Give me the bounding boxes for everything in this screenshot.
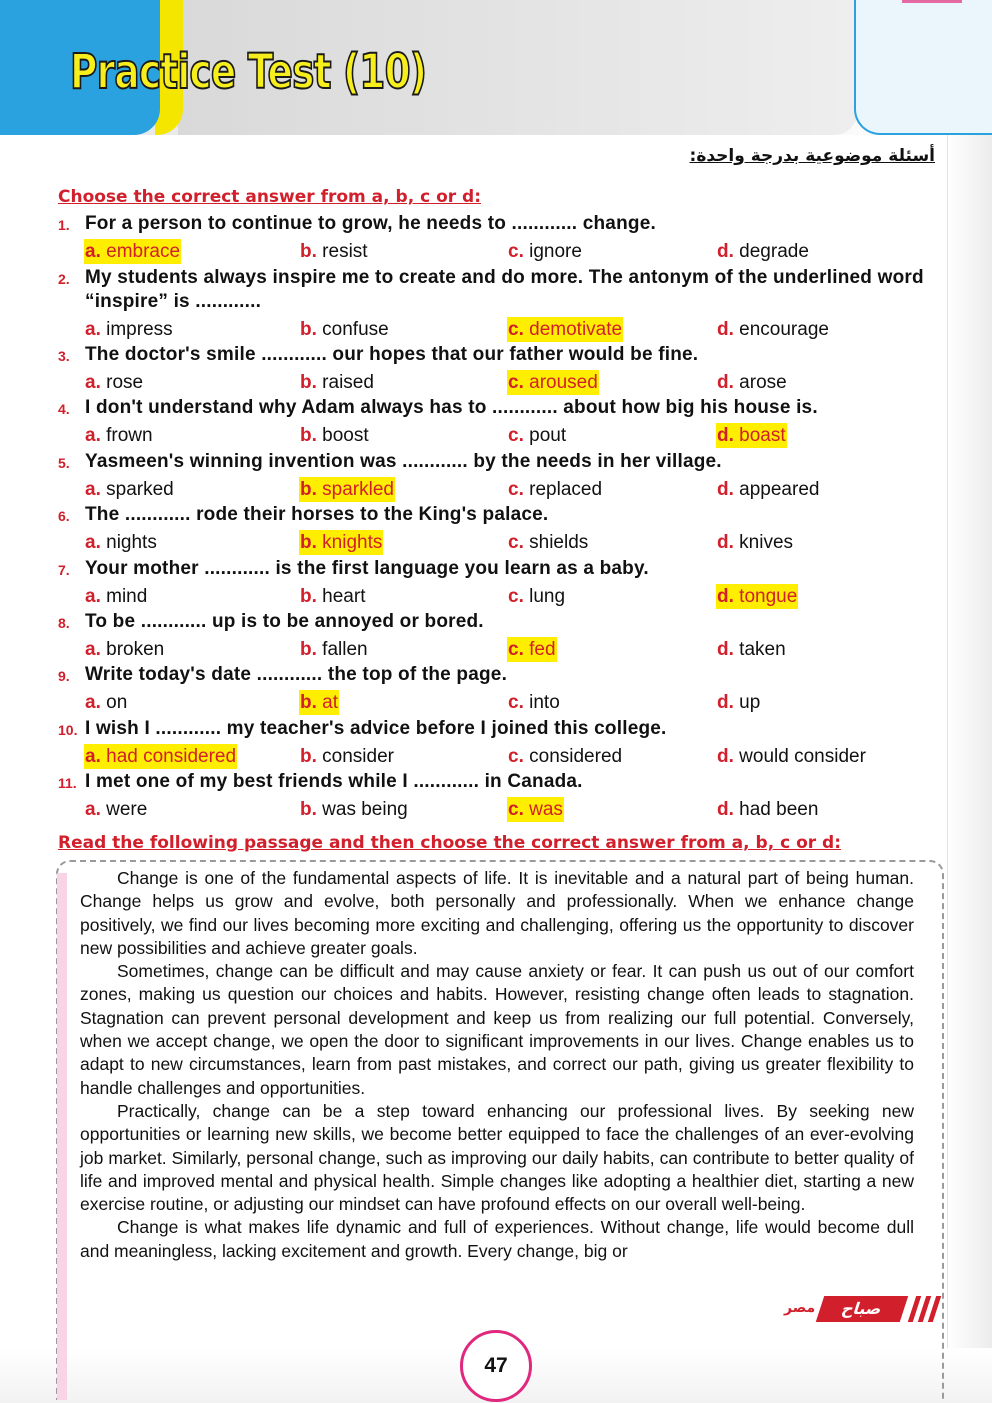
option-text: lung xyxy=(523,586,566,607)
question-number: 2. xyxy=(58,271,70,287)
section-heading-choose: Choose the correct answer from a, b, c or d: xyxy=(58,187,482,207)
answer-option[interactable] xyxy=(507,690,561,715)
option-letter: c. xyxy=(508,692,524,713)
option-text: at xyxy=(316,692,339,713)
passage-pink-bar xyxy=(57,873,67,1400)
answer-option-correct[interactable] xyxy=(84,239,181,264)
watermark-sub: مصر xyxy=(784,1300,816,1316)
option-letter: d. xyxy=(717,241,734,262)
answer-option-correct[interactable] xyxy=(507,317,623,342)
option-text: fallen xyxy=(316,639,368,660)
option-letter: d. xyxy=(717,319,734,340)
option-text: tongue xyxy=(733,586,798,607)
question-number: 11. xyxy=(58,775,77,791)
option-letter: a. xyxy=(85,241,101,262)
answer-option-correct[interactable] xyxy=(716,584,798,609)
option-text: boost xyxy=(316,425,369,446)
question-item xyxy=(58,343,943,395)
option-text: frown xyxy=(100,425,153,446)
option-text: on xyxy=(100,692,128,713)
right-margin-stripe xyxy=(947,135,992,1403)
option-text: sparked xyxy=(100,479,174,500)
answer-option[interactable] xyxy=(299,370,375,395)
question-item xyxy=(58,663,943,715)
option-letter: d. xyxy=(717,639,734,660)
option-letter: b. xyxy=(300,639,317,660)
section-heading-passage: Read the following passage and then choose the correct answer from a, b, c or d: xyxy=(58,833,842,853)
question-stem: To be ............ up is to be annoyed or bored. xyxy=(85,611,484,632)
header-right-panel xyxy=(854,0,992,135)
option-letter: b. xyxy=(300,319,317,340)
question-stem: My students always inspire me to create and do more. The antonym of the underlined word “inspire” is ............ xyxy=(85,267,924,312)
answer-option[interactable] xyxy=(299,797,409,822)
option-text: nights xyxy=(100,532,157,553)
question-item xyxy=(58,557,943,609)
option-text: boast xyxy=(733,425,786,446)
option-letter: d. xyxy=(717,799,734,820)
answer-options xyxy=(58,370,943,395)
answer-option[interactable] xyxy=(716,477,820,502)
option-text: broken xyxy=(100,639,165,660)
option-text: aroused xyxy=(523,372,598,393)
question-stem: Your mother ............ is the first language you learn as a baby. xyxy=(85,558,649,579)
option-text: degrade xyxy=(733,241,809,262)
question-number: 7. xyxy=(58,562,70,578)
question-number: 1. xyxy=(58,217,70,233)
answer-option[interactable] xyxy=(84,423,154,448)
watermark-main: صباح xyxy=(816,1296,908,1322)
answer-option[interactable] xyxy=(84,477,175,502)
passage-paragraph: Practically, change can be a step toward enhancing our professional lives. By seeking new opportunities or learning new skills, we become better equipped to face the challenges of an ever-evolving job market. Similarly, personal change, such as improving our daily habits, can contribute to better quality of life and improved mental and physical health. Simple changes like adopting a healthier diet, starting a new exercise routine, or adjusting our mindset can have profound effects on our overall well-being. xyxy=(80,1100,914,1215)
answer-options xyxy=(58,423,943,448)
answer-option-correct[interactable] xyxy=(507,797,564,822)
option-text: was being xyxy=(316,799,408,820)
answer-option[interactable] xyxy=(299,239,369,264)
option-letter: d. xyxy=(717,746,734,767)
answer-option[interactable] xyxy=(507,584,566,609)
option-letter: c. xyxy=(508,425,524,446)
option-letter: c. xyxy=(508,586,524,607)
answer-option[interactable] xyxy=(716,317,830,342)
question-stem: I wish I ............ my teacher's advice before I joined this college. xyxy=(85,718,667,739)
answer-option[interactable] xyxy=(716,744,867,769)
question-item xyxy=(58,503,943,555)
option-letter: d. xyxy=(717,692,734,713)
option-text: replaced xyxy=(523,479,603,500)
option-letter: b. xyxy=(300,746,317,767)
option-text: pout xyxy=(523,425,567,446)
question-number: 3. xyxy=(58,348,70,364)
right-margin-line xyxy=(947,135,948,1403)
question-stem: The ............ rode their horses to the King's palace. xyxy=(85,504,549,525)
option-text: would consider xyxy=(733,746,866,767)
answer-option[interactable] xyxy=(507,744,623,769)
question-item xyxy=(58,212,943,264)
answer-options xyxy=(58,797,943,822)
answer-option[interactable] xyxy=(716,530,794,555)
answer-options xyxy=(58,690,943,715)
answer-option-correct[interactable] xyxy=(507,637,557,662)
question-stem: Yasmeen's winning invention was ............ by the needs in her village. xyxy=(85,451,722,472)
question-item xyxy=(58,266,943,342)
answer-option[interactable] xyxy=(84,317,174,342)
passage-paragraph: Sometimes, change can be difficult and may cause anxiety or fear. It can push us out of our comfort zones, making us question our choices and habits. However, resisting change often leads to stagnation. Stagnation can prevent personal development and keep us from realizing our full potential. Conversely, when we accept change, we open the door to significant improvements in our lives. Change enables us to adapt to new circumstances, learn from past mistakes, and correct our path, giving us greater flexibility to handle challenges and opportunities. xyxy=(80,961,914,1098)
option-letter: a. xyxy=(85,425,101,446)
option-text: rose xyxy=(100,372,144,393)
answer-options xyxy=(58,744,943,769)
answer-option[interactable] xyxy=(84,370,144,395)
option-text: fed xyxy=(523,639,556,660)
answer-option[interactable] xyxy=(84,584,148,609)
answer-option[interactable] xyxy=(84,530,158,555)
answer-option[interactable] xyxy=(299,317,390,342)
option-letter: b. xyxy=(300,692,317,713)
option-text: knights xyxy=(316,532,383,553)
header-pink-accent xyxy=(902,0,962,3)
question-item xyxy=(58,717,943,769)
option-text: had been xyxy=(733,799,819,820)
answer-option-correct[interactable] xyxy=(507,370,599,395)
answer-option[interactable] xyxy=(84,637,165,662)
option-text: had considered xyxy=(100,746,237,767)
option-text: encourage xyxy=(733,319,829,340)
option-letter: c. xyxy=(508,479,524,500)
question-number: 4. xyxy=(58,401,70,417)
option-text: considered xyxy=(523,746,623,767)
watermark-logo xyxy=(780,1290,940,1328)
option-letter: b. xyxy=(300,372,317,393)
answer-option-correct[interactable] xyxy=(84,744,237,769)
option-letter: d. xyxy=(717,425,734,446)
answer-options xyxy=(58,317,943,342)
option-letter: c. xyxy=(508,532,524,553)
option-letter: c. xyxy=(508,639,524,660)
option-text: impress xyxy=(100,319,173,340)
option-text: taken xyxy=(733,639,786,660)
option-letter: d. xyxy=(717,532,734,553)
question-stem: For a person to continue to grow, he needs to ............ change. xyxy=(85,213,656,234)
option-letter: a. xyxy=(85,799,101,820)
option-text: demotivate xyxy=(523,319,623,340)
option-text: knives xyxy=(733,532,794,553)
reading-passage xyxy=(80,867,914,1263)
question-item xyxy=(58,396,943,448)
answer-option[interactable] xyxy=(507,423,567,448)
option-letter: b. xyxy=(300,799,317,820)
answer-options xyxy=(58,530,943,555)
passage-paragraph: Change is one of the fundamental aspects of life. It is inevitable and a natural part of being human. Change helps us grow and evolve, both personally and professionally. When we enhance change positively, we find our lives becoming more exciting and challenging, offering us the opportunity to discover new possibilities and achieve greater goals. xyxy=(80,868,914,958)
page-number: 47 xyxy=(460,1330,532,1402)
option-text: into xyxy=(523,692,560,713)
option-letter: d. xyxy=(717,479,734,500)
option-text: shields xyxy=(523,532,589,553)
option-text: arose xyxy=(733,372,787,393)
answer-option[interactable] xyxy=(84,690,128,715)
option-text: heart xyxy=(316,586,366,607)
option-letter: c. xyxy=(508,319,524,340)
answer-option[interactable] xyxy=(716,797,819,822)
option-text: confuse xyxy=(316,319,389,340)
answer-option-correct[interactable] xyxy=(299,477,395,502)
question-stem: Write today's date ............ the top of the page. xyxy=(85,664,508,685)
answer-option[interactable] xyxy=(716,637,787,662)
answer-option[interactable] xyxy=(299,423,370,448)
answer-option[interactable] xyxy=(299,637,369,662)
passage-paragraph: Change is what makes life dynamic and full of experiences. Without change, life would become dull and meaningless, lacking excitement and growth. Every change, big or xyxy=(80,1217,914,1261)
page-title: Practice Test (10) xyxy=(70,44,427,100)
answer-option[interactable] xyxy=(716,239,810,264)
option-letter: c. xyxy=(508,241,524,262)
question-stem: The doctor's smile ............ our hopes that our father would be fine. xyxy=(85,344,699,365)
option-letter: c. xyxy=(508,372,524,393)
question-number: 5. xyxy=(58,455,70,471)
option-letter: d. xyxy=(717,372,734,393)
option-letter: a. xyxy=(85,746,101,767)
answer-option[interactable] xyxy=(299,744,395,769)
option-text: embrace xyxy=(100,241,181,262)
option-text: sparkled xyxy=(316,479,394,500)
option-letter: b. xyxy=(300,532,317,553)
answer-option-correct[interactable] xyxy=(716,423,787,448)
option-text: was xyxy=(523,799,563,820)
option-letter: b. xyxy=(300,425,317,446)
option-letter: a. xyxy=(85,532,101,553)
question-item xyxy=(58,770,943,822)
option-text: ignore xyxy=(523,241,582,262)
answer-option-correct[interactable] xyxy=(299,690,339,715)
answer-option-correct[interactable] xyxy=(299,530,383,555)
answer-options xyxy=(58,637,943,662)
answer-option[interactable] xyxy=(507,477,603,502)
option-letter: a. xyxy=(85,586,101,607)
option-text: mind xyxy=(100,586,148,607)
option-text: resist xyxy=(316,241,368,262)
option-letter: c. xyxy=(508,746,524,767)
question-number: 9. xyxy=(58,668,70,684)
question-number: 8. xyxy=(58,615,70,631)
question-number: 6. xyxy=(58,508,70,524)
answer-option[interactable] xyxy=(84,797,148,822)
option-text: raised xyxy=(316,372,374,393)
option-text: appeared xyxy=(733,479,820,500)
option-text: consider xyxy=(316,746,394,767)
option-text: up xyxy=(733,692,761,713)
option-letter: b. xyxy=(300,241,317,262)
question-item xyxy=(58,610,943,662)
option-letter: a. xyxy=(85,372,101,393)
option-letter: b. xyxy=(300,586,317,607)
option-letter: a. xyxy=(85,639,101,660)
option-letter: c. xyxy=(508,799,524,820)
question-stem: I don't understand why Adam always has to ............ about how big his house is. xyxy=(85,397,818,418)
question-number: 10. xyxy=(58,722,78,738)
answer-option[interactable] xyxy=(716,370,788,395)
answer-options xyxy=(58,584,943,609)
question-stem: I met one of my best friends while I ............ in Canada. xyxy=(85,771,583,792)
option-letter: d. xyxy=(717,586,734,607)
option-letter: a. xyxy=(85,692,101,713)
answer-option[interactable] xyxy=(299,584,366,609)
answer-option[interactable] xyxy=(716,690,761,715)
question-item xyxy=(58,450,943,502)
option-letter: b. xyxy=(300,479,317,500)
option-letter: a. xyxy=(85,479,101,500)
answer-option[interactable] xyxy=(507,530,589,555)
option-letter: a. xyxy=(85,319,101,340)
answer-options xyxy=(58,239,943,264)
option-text: were xyxy=(100,799,148,820)
answer-options xyxy=(58,477,943,502)
arabic-section-heading: أسئلة موضوعية بدرجة واحدة: xyxy=(689,146,935,166)
answer-option[interactable] xyxy=(507,239,583,264)
